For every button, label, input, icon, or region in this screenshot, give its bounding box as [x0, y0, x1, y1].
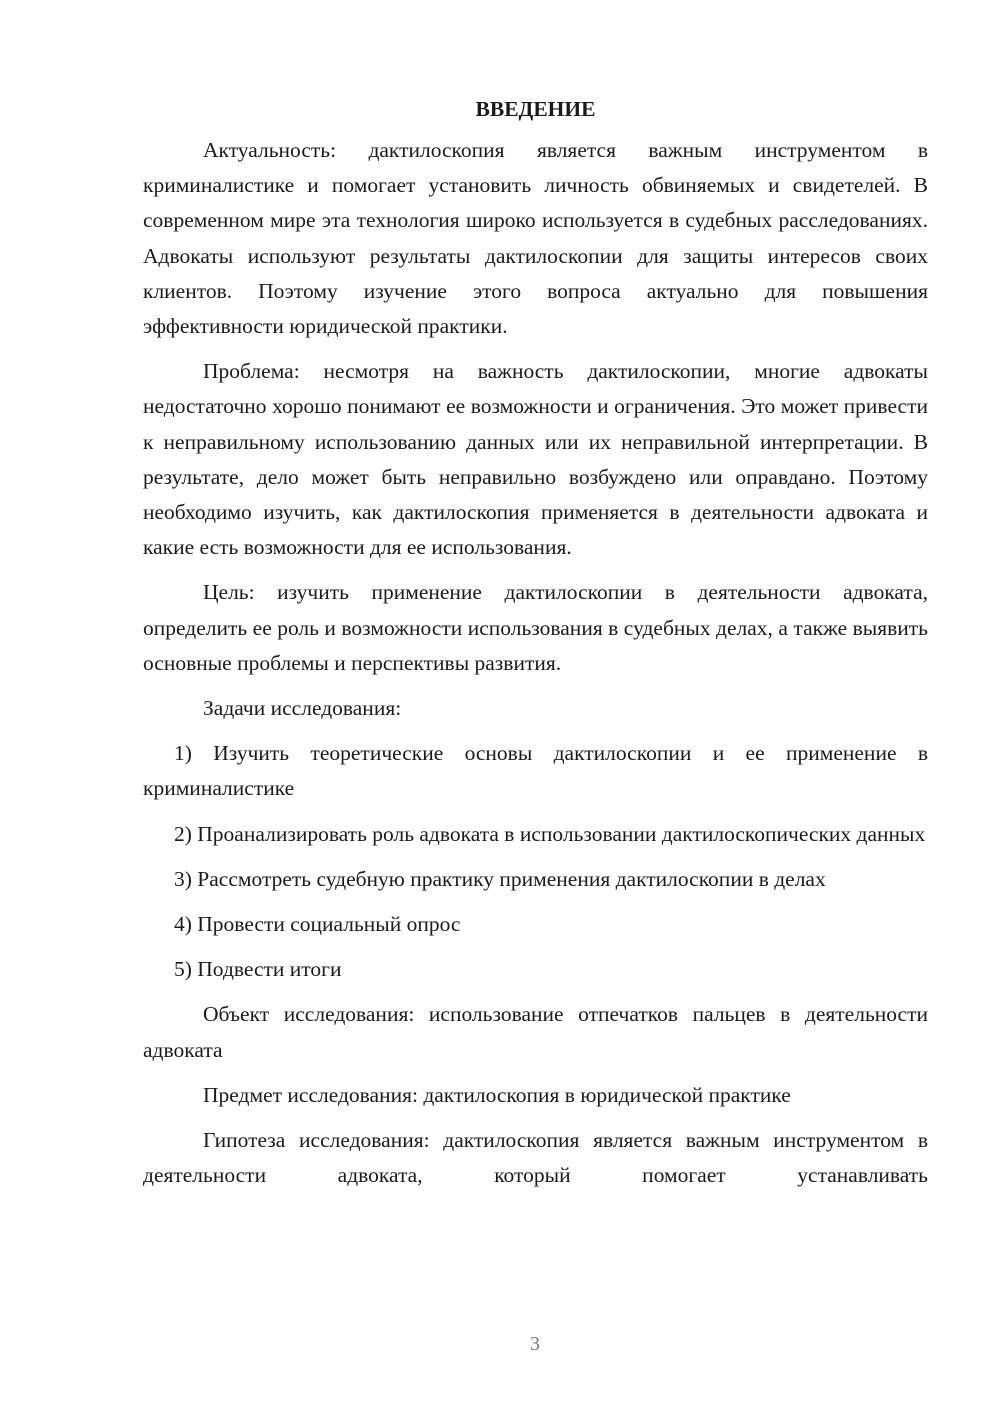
page-title: ВВЕДЕНИЕ — [475, 97, 596, 121]
task-item-3: 3) Рассмотреть судебную практику применения дактилоскопии в делах — [174, 866, 826, 891]
paragraph-goal: Цель: изучить применение дактилоскопии в деятельности адвоката, определить ее роль и возможности использования в судебных делах, а также выявить основные проблемы и перспективы развития. — [143, 580, 928, 675]
tasks-title: Задачи исследования: — [203, 696, 402, 721]
paragraph-hypothesis: Гипотеза исследования: дактилоскопия является важным инструментом в деятельности адвоката, который помогает устанавливать — [143, 1128, 928, 1188]
task-item-2: 2) Проанализировать роль адвоката в использовании дактилоскопических данных — [174, 821, 926, 846]
task-item-4: 4) Провести социальный опрос — [174, 912, 461, 937]
task-item-1: 1) Изучить теоретические основы дактилоскопии и ее применение в криминалистике — [143, 741, 928, 801]
paragraph-subject: Предмет исследования: дактилоскопия в юридической практике — [203, 1082, 791, 1107]
paragraph-relevance: Актуальность: дактилоскопия является важным инструментом в криминалистике и помогает установить личность обвиняемых и свидетелей. В современном мире эта технология широко используется в судебных расследованиях. Адвокаты используют результаты дактилоскопии для защиты интересов своих клиентов. Поэтому изучение этого вопроса актуально для повышения эффективности юридической практики. — [143, 138, 928, 339]
paragraph-problem: Проблема: несмотря на важность дактилоскопии, многие адвокаты недостаточно хорошо понимают ее возможности и ограничения. Это может привести к неправильному использованию данных или их неправильной интерпретации. В результате, дело может быть неправильно возбуждено или оправдано. Поэтому необходимо изучить, как дактилоскопия применяется в деятельности адвоката и какие есть возможности для ее использования. — [143, 359, 928, 560]
page-number: 3 — [530, 1333, 540, 1355]
task-item-5: 5) Подвести итоги — [174, 957, 342, 982]
paragraph-object: Объект исследования: использование отпечатков пальцев в деятельности адвоката — [143, 1002, 928, 1062]
document-page — [143, 92, 928, 1193]
